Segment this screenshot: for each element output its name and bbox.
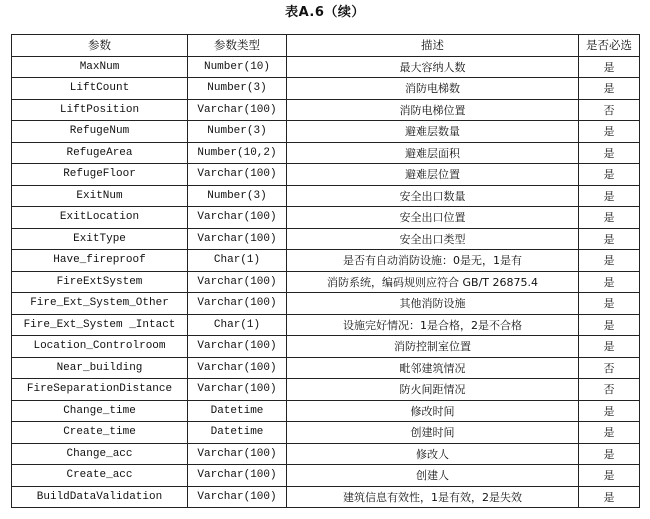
parameter-name-cell: LiftPosition [12, 99, 188, 121]
table-body [12, 56, 640, 508]
header-description: 描述 [287, 35, 579, 57]
parameter-name-cell: ExitLocation [12, 207, 188, 229]
required-cell: 是 [579, 422, 640, 444]
table-row [12, 465, 640, 487]
required-cell: 是 [579, 142, 640, 164]
parameter-type-cell: Varchar(100) [188, 293, 287, 315]
description-cell: 安全出口位置 [287, 207, 579, 229]
table-row [12, 78, 640, 100]
description-cell: 最大容纳人数 [287, 56, 579, 78]
parameter-name-cell: Location_Controlroom [12, 336, 188, 358]
parameter-type-cell: Number(10) [188, 56, 287, 78]
table-row [12, 207, 640, 229]
required-cell: 是 [579, 164, 640, 186]
table-row [12, 293, 640, 315]
parameter-type-cell: Number(3) [188, 78, 287, 100]
description-cell: 消防电梯位置 [287, 99, 579, 121]
parameter-name-cell: Create_time [12, 422, 188, 444]
description-cell: 消防系统，编码规则应符合 GB/T 26875.4 [287, 271, 579, 293]
description-cell: 避难层数量 [287, 121, 579, 143]
required-cell: 是 [579, 443, 640, 465]
required-cell: 是 [579, 400, 640, 422]
parameter-type-cell: Varchar(100) [188, 486, 287, 508]
parameter-type-cell: Varchar(100) [188, 336, 287, 358]
required-cell: 是 [579, 121, 640, 143]
description-cell: 消防电梯数 [287, 78, 579, 100]
required-cell: 是 [579, 486, 640, 508]
table-row [12, 314, 640, 336]
parameter-type-cell: Datetime [188, 422, 287, 444]
parameter-name-cell: Change_time [12, 400, 188, 422]
required-cell: 是 [579, 250, 640, 272]
table-row [12, 185, 640, 207]
table-row [12, 228, 640, 250]
parameter-name-cell: Fire_Ext_System_Other [12, 293, 188, 315]
table-row [12, 56, 640, 78]
description-cell: 是否有自动消防设施：0是无，1是有 [287, 250, 579, 272]
description-cell: 其他消防设施 [287, 293, 579, 315]
header-parameter: 参数 [12, 35, 188, 57]
table-row [12, 379, 640, 401]
table-row [12, 142, 640, 164]
parameter-table [11, 34, 640, 508]
table-row [12, 250, 640, 272]
parameter-type-cell: Varchar(100) [188, 207, 287, 229]
table-row [12, 443, 640, 465]
required-cell: 否 [579, 357, 640, 379]
description-cell: 创建时间 [287, 422, 579, 444]
table-row [12, 400, 640, 422]
header-required: 是否必选 [579, 35, 640, 57]
required-cell: 是 [579, 465, 640, 487]
required-cell: 是 [579, 228, 640, 250]
table-header [12, 35, 640, 57]
parameter-type-cell: Number(3) [188, 121, 287, 143]
required-cell: 是 [579, 271, 640, 293]
required-cell: 否 [579, 379, 640, 401]
description-cell: 设施完好情况：1是合格，2是不合格 [287, 314, 579, 336]
parameter-name-cell: ExitType [12, 228, 188, 250]
parameter-type-cell: Varchar(100) [188, 164, 287, 186]
description-cell: 防火间距情况 [287, 379, 579, 401]
table-row [12, 422, 640, 444]
parameter-type-cell: Number(3) [188, 185, 287, 207]
header-parameter-type: 参数类型 [188, 35, 287, 57]
parameter-name-cell: RefugeNum [12, 121, 188, 143]
parameter-type-cell: Varchar(100) [188, 271, 287, 293]
required-cell: 是 [579, 336, 640, 358]
required-cell: 是 [579, 293, 640, 315]
parameter-name-cell: Fire_Ext_System _Intact [12, 314, 188, 336]
description-cell: 安全出口数量 [287, 185, 579, 207]
table-row [12, 164, 640, 186]
parameter-type-cell: Number(10,2) [188, 142, 287, 164]
parameter-name-cell: Have_fireproof [12, 250, 188, 272]
table-row [12, 121, 640, 143]
description-cell: 创建人 [287, 465, 579, 487]
parameter-name-cell: FireExtSystem [12, 271, 188, 293]
parameter-name-cell: LiftCount [12, 78, 188, 100]
description-cell: 避难层面积 [287, 142, 579, 164]
description-cell: 消防控制室位置 [287, 336, 579, 358]
parameter-type-cell: Varchar(100) [188, 443, 287, 465]
header-row [12, 35, 640, 57]
description-cell: 避难层位置 [287, 164, 579, 186]
parameter-name-cell: RefugeArea [12, 142, 188, 164]
table-row [12, 99, 640, 121]
parameter-type-cell: Varchar(100) [188, 99, 287, 121]
description-cell: 修改时间 [287, 400, 579, 422]
parameter-name-cell: Change_acc [12, 443, 188, 465]
parameter-type-cell: Varchar(100) [188, 357, 287, 379]
parameter-type-cell: Varchar(100) [188, 379, 287, 401]
required-cell: 是 [579, 78, 640, 100]
description-cell: 毗邻建筑情况 [287, 357, 579, 379]
required-cell: 是 [579, 314, 640, 336]
parameter-name-cell: BuildDataValidation [12, 486, 188, 508]
description-cell: 修改人 [287, 443, 579, 465]
table-row [12, 336, 640, 358]
parameter-name-cell: MaxNum [12, 56, 188, 78]
parameter-name-cell: Create_acc [12, 465, 188, 487]
parameter-type-cell: Datetime [188, 400, 287, 422]
parameter-type-cell: Varchar(100) [188, 465, 287, 487]
table-row [12, 486, 640, 508]
table-row [12, 357, 640, 379]
description-cell: 建筑信息有效性，1是有效，2是失效 [287, 486, 579, 508]
parameter-name-cell: FireSeparationDistance [12, 379, 188, 401]
table-caption: 表A.6（续） [285, 5, 365, 20]
table-row [12, 271, 640, 293]
parameter-type-cell: Char(1) [188, 314, 287, 336]
parameter-name-cell: RefugeFloor [12, 164, 188, 186]
required-cell: 是 [579, 185, 640, 207]
parameter-name-cell: Near_building [12, 357, 188, 379]
parameter-name-cell: ExitNum [12, 185, 188, 207]
parameter-type-cell: Varchar(100) [188, 228, 287, 250]
description-cell: 安全出口类型 [287, 228, 579, 250]
required-cell: 是 [579, 207, 640, 229]
parameter-type-cell: Char(1) [188, 250, 287, 272]
required-cell: 是 [579, 56, 640, 78]
required-cell: 否 [579, 99, 640, 121]
